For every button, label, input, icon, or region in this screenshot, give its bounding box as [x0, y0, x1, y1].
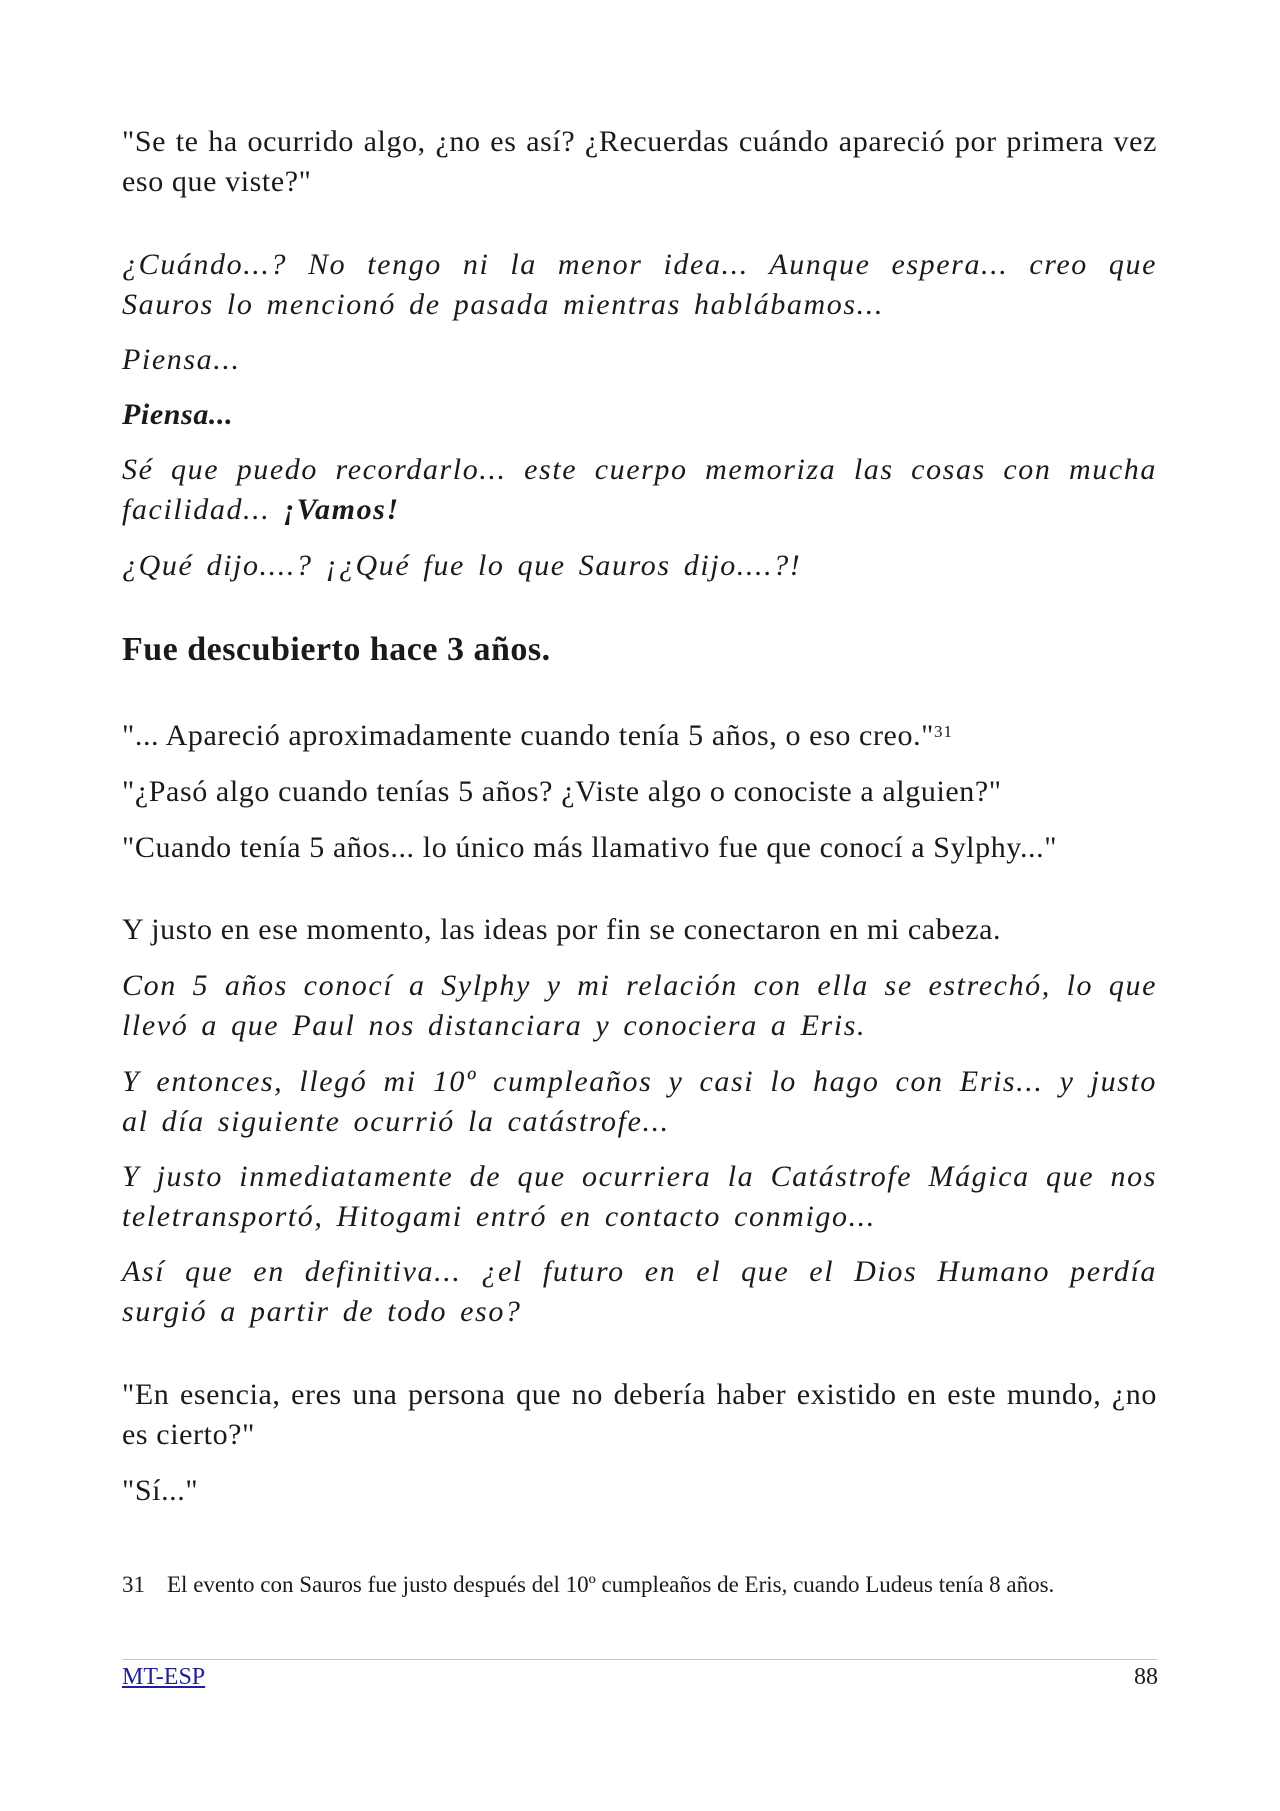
- page-number: 88: [1134, 1664, 1158, 1690]
- paragraph-dialogue-si: [122, 1471, 1157, 1511]
- paragraph-text: Piensa...: [122, 343, 241, 376]
- paragraph-thought-que-dijo: [122, 546, 1157, 586]
- paragraph-thought-cumpleanos: [122, 1062, 1157, 1142]
- section-heading: Fue descubierto hace 3 años.: [122, 631, 551, 668]
- paragraph-text: ¿Cuándo...? No tengo ni la menor idea... Aunque espera... creo que Sauros lo mencionó de pasada mientras hablábamos...: [122, 248, 1157, 321]
- paragraph-thought-catastrofe: [122, 1157, 1157, 1237]
- paragraph-text: Piensa...: [122, 398, 234, 431]
- footer-divider: [122, 1659, 1157, 1660]
- footnote-text: El evento con Sauros fue justo después del 10º cumpleaños de Eris, cuando Ludeus tenía 8 años.: [167, 1572, 1055, 1597]
- paragraph-text: "Se te ha ocurrido algo, ¿no es así? ¿Recuerdas cuándo apareció por primera vez eso que viste?": [122, 125, 1157, 198]
- paragraph-paso-algo: [122, 772, 1157, 812]
- paragraph-cuando-tenia: [122, 828, 1157, 868]
- paragraph-aparecio: [122, 716, 1157, 756]
- paragraph-dialogue-question: [122, 122, 1157, 202]
- emphasis-vamos: ¡Vamos!: [283, 493, 400, 526]
- paragraph-text: "... Apareció aproximadamente cuando tenía 5 años, o eso creo.": [122, 719, 935, 752]
- paragraph-text: Así que en definitiva... ¿el futuro en el que el Dios Humano perdía surgió a partir de todo eso?: [122, 1255, 1157, 1328]
- paragraph-text: Y justo inmediatamente de que ocurriera la Catástrofe Mágica que nos teletransportó, Hitogami entró en contacto conmigo...: [122, 1160, 1157, 1233]
- paragraph-text: "Cuando tenía 5 años... lo único más llamativo fue que conocí a Sylphy...": [122, 831, 1058, 864]
- paragraph-text: Y justo en ese momento, las ideas por fin se conectaron en mi cabeza.: [122, 913, 1002, 946]
- paragraph-text: ¿Qué dijo....? ¡¿Qué fue lo que Sauros dijo....?!: [122, 549, 802, 582]
- footnote-number: 31: [122, 1572, 145, 1597]
- paragraph-text: Sé que puedo recordarlo... este cuerpo memoriza las cosas con mucha facilidad...: [122, 453, 1157, 526]
- paragraph-text: Con 5 años conocí a Sylphy y mi relación con ella se estrechó, lo que llevó a que Paul nos distanciara y conociera a Eris.: [122, 969, 1157, 1042]
- footnote: [122, 1570, 1157, 1599]
- paragraph-thought-cuando: [122, 245, 1157, 325]
- footnote-reference[interactable]: 31: [934, 722, 954, 741]
- paragraph-thought-sylphy: [122, 966, 1157, 1046]
- paragraph-text: Y entonces, llegó mi 10º cumpleaños y casi lo hago con Eris... y justo al día siguiente ocurrió la catástrofe...: [122, 1065, 1157, 1138]
- paragraph-thought-recordarlo: [122, 450, 1157, 530]
- paragraph-dialogue-esencia: [122, 1375, 1157, 1455]
- paragraph-text: "En esencia, eres una persona que no debería haber existido en este mundo, ¿no es cierto?": [122, 1378, 1157, 1451]
- paragraph-thought-piensa-bold: [122, 395, 1157, 435]
- paragraph-thought-piensa: [122, 340, 1157, 380]
- paragraph-thought-definitiva: [122, 1252, 1157, 1332]
- paragraph-ideas-conectaron: [122, 910, 1157, 950]
- paragraph-text: "¿Pasó algo cuando tenías 5 años? ¿Viste algo o conociste a alguien?": [122, 775, 1002, 808]
- footer-link-mt-esp[interactable]: MT-ESP: [122, 1664, 206, 1690]
- paragraph-text: "Sí...": [122, 1474, 199, 1507]
